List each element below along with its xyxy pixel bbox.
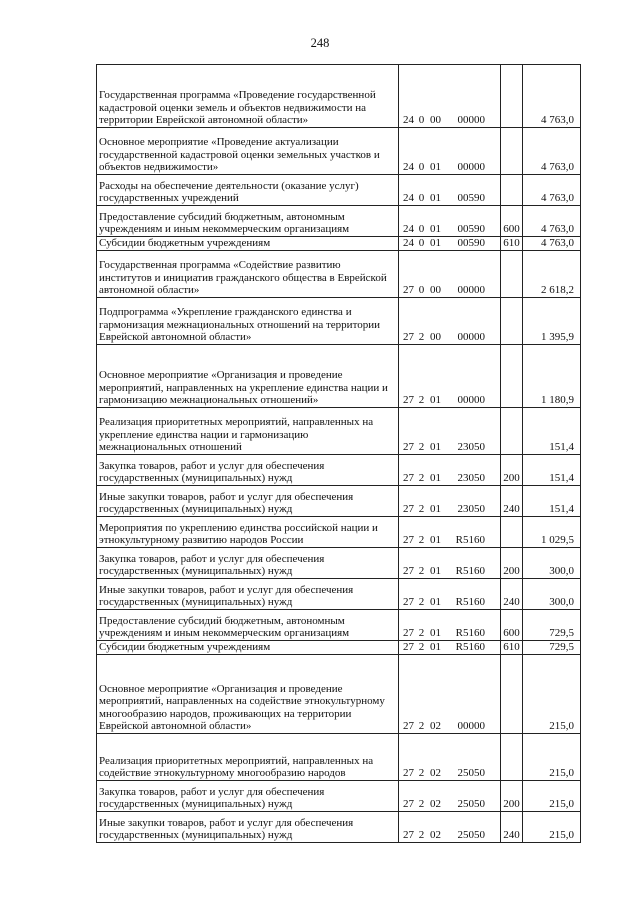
row-expense-type	[501, 128, 523, 175]
table-row	[97, 641, 581, 655]
row-expense-type	[501, 655, 523, 734]
row-name: Основное мероприятие «Организация и проведение мероприятий, направленных на содействие этнокультурному многообразию народов, проживающих на территории Еврейской автономной области»	[97, 655, 399, 734]
code-segment: 00000	[457, 284, 485, 297]
row-amount: 215,0	[523, 734, 581, 781]
row-code	[399, 298, 501, 345]
row-expense-type	[501, 251, 523, 298]
row-expense-type	[501, 517, 523, 548]
code-segment: 27	[403, 441, 414, 454]
row-expense-type: 600	[501, 206, 523, 237]
code-segment: 01	[430, 192, 441, 205]
code-segment: 2	[418, 565, 425, 578]
row-amount: 215,0	[523, 781, 581, 812]
table-row	[97, 251, 581, 298]
table-row	[97, 408, 581, 455]
row-code	[399, 345, 501, 408]
row-expense-type: 240	[501, 579, 523, 610]
row-code	[399, 408, 501, 455]
code-segment: 27	[403, 565, 414, 578]
row-code	[399, 517, 501, 548]
code-segment: 2	[418, 767, 425, 780]
row-amount: 151,4	[523, 486, 581, 517]
row-amount: 4 763,0	[523, 128, 581, 175]
code-segment: 27	[403, 720, 414, 733]
row-amount: 300,0	[523, 548, 581, 579]
row-code	[399, 641, 501, 655]
code-segment: 02	[430, 720, 441, 733]
code-segment: 0	[418, 223, 425, 236]
row-code	[399, 455, 501, 486]
row-code	[399, 812, 501, 843]
code-segment: 00	[430, 331, 441, 344]
code-segment: R5160	[455, 534, 485, 547]
row-code	[399, 734, 501, 781]
code-segment: 0	[418, 237, 425, 250]
code-segment: 2	[418, 641, 425, 654]
table-row	[97, 486, 581, 517]
code-segment: 0	[418, 284, 425, 297]
code-segment: 24	[403, 114, 414, 127]
code-segment: 24	[403, 192, 414, 205]
table-row	[97, 579, 581, 610]
code-segment: 24	[403, 161, 414, 174]
row-name: Иные закупки товаров, работ и услуг для обеспечения государственных (муниципальных) нужд	[97, 579, 399, 610]
row-name: Реализация приоритетных мероприятий, направленных на содействие этнокультурному многообразию народов	[97, 734, 399, 781]
row-expense-type: 200	[501, 548, 523, 579]
row-expense-type	[501, 734, 523, 781]
row-code	[399, 486, 501, 517]
row-code	[399, 65, 501, 128]
row-code	[399, 206, 501, 237]
code-segment: 0	[418, 114, 425, 127]
budget-table	[96, 64, 581, 843]
row-expense-type: 240	[501, 486, 523, 517]
row-name: Основное мероприятие «Организация и проведение мероприятий, направленных на укрепление единства нации и гармонизацию межнациональных отношений»	[97, 345, 399, 408]
row-expense-type	[501, 298, 523, 345]
row-code	[399, 655, 501, 734]
table-row	[97, 298, 581, 345]
code-segment: 2	[418, 472, 425, 485]
row-name: Закупка товаров, работ и услуг для обеспечения государственных (муниципальных) нужд	[97, 455, 399, 486]
row-amount: 729,5	[523, 610, 581, 641]
row-expense-type	[501, 345, 523, 408]
row-expense-type: 200	[501, 455, 523, 486]
code-segment: R5160	[455, 565, 485, 578]
code-segment: 2	[418, 627, 425, 640]
row-amount: 215,0	[523, 812, 581, 843]
code-segment: 00000	[457, 114, 485, 127]
code-segment: 24	[403, 223, 414, 236]
row-name: Иные закупки товаров, работ и услуг для обеспечения государственных (муниципальных) нужд	[97, 486, 399, 517]
table-row	[97, 734, 581, 781]
row-code	[399, 781, 501, 812]
table-row	[97, 548, 581, 579]
code-segment: 00590	[457, 192, 485, 205]
code-segment: 0	[418, 161, 425, 174]
code-segment: 01	[430, 237, 441, 250]
code-segment: R5160	[455, 596, 485, 609]
row-code	[399, 237, 501, 251]
code-segment: 27	[403, 331, 414, 344]
row-amount: 1 180,9	[523, 345, 581, 408]
code-segment: 01	[430, 472, 441, 485]
code-segment: 01	[430, 641, 441, 654]
row-name: Предоставление субсидий бюджетным, автономным учреждениям и иным некоммерческим организациям	[97, 610, 399, 641]
code-segment: 0	[418, 192, 425, 205]
row-name: Мероприятия по укреплению единства российской нации и этнокультурному развитию народов России	[97, 517, 399, 548]
page-number: 248	[310, 36, 330, 50]
table-row	[97, 237, 581, 251]
code-segment: 00590	[457, 237, 485, 250]
code-segment: 00000	[457, 394, 485, 407]
code-segment: 01	[430, 534, 441, 547]
row-amount: 4 763,0	[523, 237, 581, 251]
row-amount: 4 763,0	[523, 175, 581, 206]
code-segment: 00000	[457, 720, 485, 733]
table-row	[97, 812, 581, 843]
row-name: Государственная программа «Содействие развитию институтов и инициатив гражданского общества в Еврейской автономной области»	[97, 251, 399, 298]
row-amount: 215,0	[523, 655, 581, 734]
row-amount: 4 763,0	[523, 65, 581, 128]
table-row	[97, 206, 581, 237]
code-segment: 2	[418, 829, 425, 842]
code-segment: 25050	[457, 798, 485, 811]
row-expense-type: 610	[501, 641, 523, 655]
table-row	[97, 345, 581, 408]
row-expense-type: 600	[501, 610, 523, 641]
code-segment: 23050	[457, 472, 485, 485]
row-name: Субсидии бюджетным учреждениям	[97, 237, 399, 251]
row-name: Подпрограмма «Укрепление гражданского единства и гармонизация межнациональных отношений на территории Еврейской автономной области»	[97, 298, 399, 345]
code-segment: 2	[418, 394, 425, 407]
code-segment: 01	[430, 627, 441, 640]
row-name: Закупка товаров, работ и услуг для обеспечения государственных (муниципальных) нужд	[97, 781, 399, 812]
code-segment: 01	[430, 394, 441, 407]
code-segment: 25050	[457, 829, 485, 842]
row-expense-type	[501, 408, 523, 455]
code-segment: 00	[430, 114, 441, 127]
code-segment: 02	[430, 767, 441, 780]
code-segment: 01	[430, 565, 441, 578]
row-name: Субсидии бюджетным учреждениям	[97, 641, 399, 655]
row-amount: 151,4	[523, 408, 581, 455]
code-segment: 27	[403, 394, 414, 407]
code-segment: 2	[418, 441, 425, 454]
row-amount: 1 029,5	[523, 517, 581, 548]
row-expense-type: 200	[501, 781, 523, 812]
table-row	[97, 175, 581, 206]
row-expense-type: 240	[501, 812, 523, 843]
row-code	[399, 610, 501, 641]
code-segment: 27	[403, 284, 414, 297]
code-segment: 27	[403, 767, 414, 780]
table-row	[97, 128, 581, 175]
row-name: Иные закупки товаров, работ и услуг для обеспечения государственных (муниципальных) нужд	[97, 812, 399, 843]
code-segment: 27	[403, 472, 414, 485]
code-segment: 00590	[457, 223, 485, 236]
code-segment: 27	[403, 596, 414, 609]
code-segment: 25050	[457, 767, 485, 780]
row-name: Закупка товаров, работ и услуг для обеспечения государственных (муниципальных) нужд	[97, 548, 399, 579]
row-name: Государственная программа «Проведение государственной кадастровой оценки земель и объектов недвижимости на территории Еврейской автономной области»	[97, 65, 399, 128]
code-segment: 23050	[457, 503, 485, 516]
code-segment: R5160	[455, 627, 485, 640]
row-amount: 151,4	[523, 455, 581, 486]
table-row	[97, 455, 581, 486]
code-segment: 01	[430, 503, 441, 516]
row-name: Основное мероприятие «Проведение актуализации государственной кадастровой оценки земельных участков и объектов недвижимости»	[97, 128, 399, 175]
row-amount: 300,0	[523, 579, 581, 610]
code-segment: 01	[430, 441, 441, 454]
row-expense-type: 610	[501, 237, 523, 251]
code-segment: 00000	[457, 331, 485, 344]
code-segment: 2	[418, 534, 425, 547]
table-row	[97, 65, 581, 128]
code-segment: 27	[403, 534, 414, 547]
row-name: Расходы на обеспечение деятельности (оказание услуг) государственных учреждений	[97, 175, 399, 206]
code-segment: 2	[418, 720, 425, 733]
code-segment: 27	[403, 641, 414, 654]
row-code	[399, 128, 501, 175]
table-row	[97, 517, 581, 548]
code-segment: 23050	[457, 441, 485, 454]
code-segment: 00000	[457, 161, 485, 174]
row-code	[399, 251, 501, 298]
row-code	[399, 175, 501, 206]
code-segment: 27	[403, 798, 414, 811]
code-segment: 2	[418, 596, 425, 609]
code-segment: 01	[430, 223, 441, 236]
code-segment: 2	[418, 503, 425, 516]
row-code	[399, 548, 501, 579]
table-row	[97, 610, 581, 641]
row-amount: 2 618,2	[523, 251, 581, 298]
code-segment: 02	[430, 798, 441, 811]
code-segment: 2	[418, 798, 425, 811]
code-segment: 27	[403, 503, 414, 516]
row-amount: 729,5	[523, 641, 581, 655]
budget-table-body	[97, 65, 581, 843]
table-row	[97, 781, 581, 812]
code-segment: 2	[418, 331, 425, 344]
code-segment: 24	[403, 237, 414, 250]
row-amount: 4 763,0	[523, 206, 581, 237]
row-code	[399, 579, 501, 610]
row-expense-type	[501, 175, 523, 206]
row-name: Предоставление субсидий бюджетным, автономным учреждениям и иным некоммерческим организациям	[97, 206, 399, 237]
row-expense-type	[501, 65, 523, 128]
code-segment: 27	[403, 829, 414, 842]
code-segment: 01	[430, 161, 441, 174]
table-row	[97, 655, 581, 734]
row-name: Реализация приоритетных мероприятий, направленных на укрепление единства нации и гармонизацию межнациональных отношений	[97, 408, 399, 455]
code-segment: R5160	[455, 641, 485, 654]
code-segment: 27	[403, 627, 414, 640]
code-segment: 02	[430, 829, 441, 842]
code-segment: 00	[430, 284, 441, 297]
code-segment: 01	[430, 596, 441, 609]
row-amount: 1 395,9	[523, 298, 581, 345]
